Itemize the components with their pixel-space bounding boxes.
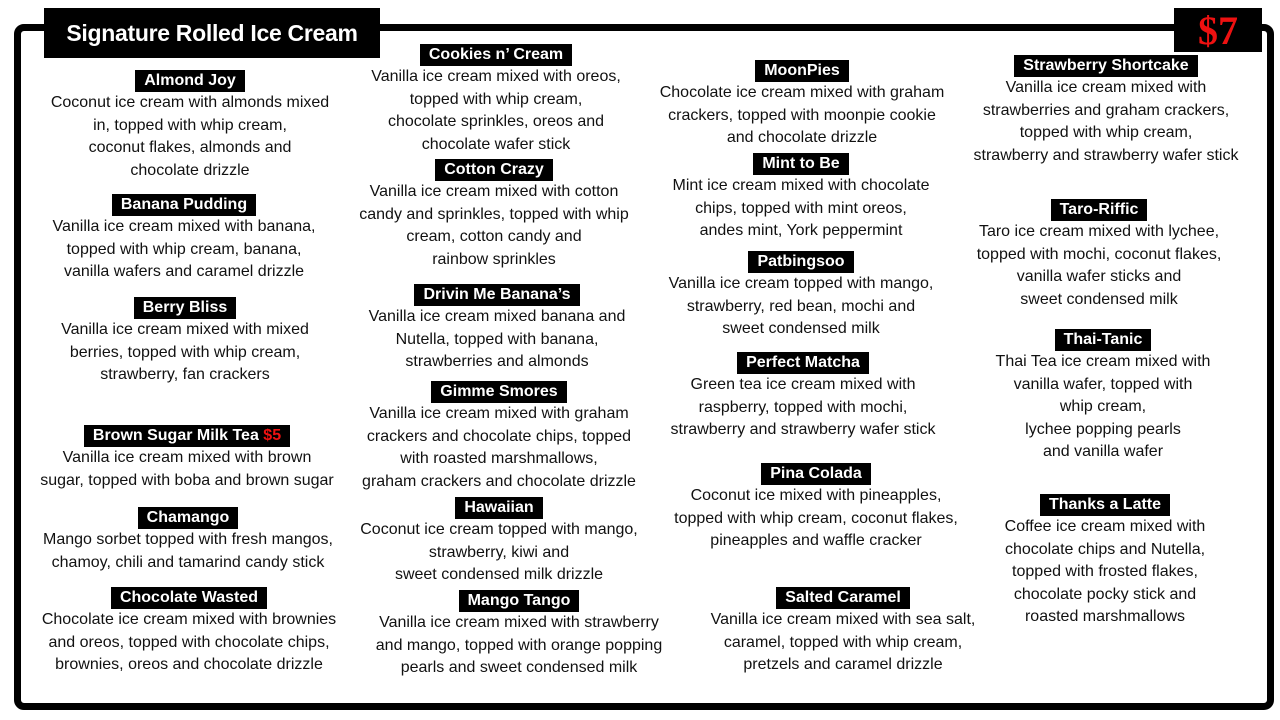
- menu-item-patbingsoo: [641, 251, 961, 341]
- item-desc-line: crackers, topped with moonpie cookie: [668, 106, 936, 124]
- item-desc-line: chocolate chips and Nutella,: [1004, 540, 1206, 558]
- item-desc-line: and mango, topped with orange popping: [375, 636, 663, 654]
- item-desc-line: and vanilla wafer: [1042, 443, 1164, 460]
- menu-item-perfect-matcha: [643, 352, 963, 442]
- item-desc-line: graham crackers and chocolate drizzle: [362, 472, 636, 490]
- menu-item-thanks-a-latte: [945, 494, 1265, 629]
- item-desc-line: Taro ice cream mixed with lychee,: [978, 223, 1220, 240]
- menu-item-chamango: [28, 507, 348, 574]
- item-desc-line: Coffee ice cream mixed with: [1004, 518, 1206, 535]
- item-desc-line: strawberries and almonds: [405, 353, 589, 370]
- menu-item-drivin-me-bananas: [337, 284, 657, 374]
- item-desc-line: Vanilla ice cream mixed with mixed: [61, 321, 309, 338]
- item-desc-line: coconut flakes, almonds and: [88, 139, 292, 156]
- item-name: Hawaiian: [455, 497, 542, 519]
- item-desc-line: chocolate drizzle: [130, 161, 250, 179]
- item-name: Cookies n’ Cream: [420, 44, 572, 66]
- item-desc-line: raspberry, topped with mochi,: [698, 398, 908, 416]
- item-desc-line: strawberry and strawberry wafer stick: [670, 421, 936, 438]
- item-name: Mango Tango: [459, 590, 580, 612]
- item-desc-line: topped with whip cream, coconut flakes,: [674, 509, 958, 527]
- menu-item-thai-tanic: [943, 329, 1263, 464]
- item-desc-line: chocolate sprinkles, oreos and: [387, 113, 605, 130]
- menu-item-hawaiian: [339, 497, 659, 587]
- item-name: Berry Bliss: [134, 297, 237, 319]
- item-desc-line: Thai Tea ice cream mixed with: [995, 353, 1211, 370]
- item-desc-line: with roasted marshmallows,: [400, 450, 598, 467]
- item-desc-line: strawberries and graham crackers,: [982, 101, 1230, 119]
- item-desc-line: topped with whip cream,: [409, 90, 583, 108]
- item-desc-line: sweet condensed milk: [1020, 290, 1178, 308]
- item-desc-line: vanilla wafer sticks and: [1016, 268, 1182, 285]
- item-desc-line: Vanilla ice cream mixed with: [1005, 79, 1207, 96]
- item-desc-line: Vanilla ice cream mixed banana and: [368, 308, 626, 325]
- menu-item-banana-pudding: [24, 194, 344, 284]
- item-desc-line: Chocolate ice cream mixed with brownies: [41, 611, 337, 628]
- menu-item-moonpies: [642, 60, 962, 150]
- item-desc-line: topped with whip cream, banana,: [66, 240, 302, 258]
- item-desc-line: topped with mochi, coconut flakes,: [976, 245, 1222, 263]
- menu-item-cotton-crazy: [334, 159, 654, 271]
- item-name: Cotton Crazy: [435, 159, 553, 181]
- item-desc-line: Vanilla ice cream mixed with sea salt,: [710, 611, 976, 628]
- item-desc-line: sugar, topped with boba and brown sugar: [40, 471, 334, 489]
- item-desc-line: crackers and chocolate chips, topped: [366, 427, 632, 445]
- item-desc-line: cream, cotton candy and: [406, 228, 582, 245]
- item-desc-line: vanilla wafer, topped with: [1013, 375, 1193, 393]
- item-desc-line: pineapples and waffle cracker: [710, 532, 922, 549]
- item-name: Salted Caramel: [776, 587, 910, 609]
- item-name: Banana Pudding: [112, 194, 256, 216]
- menu-item-cookies-n-cream: [336, 44, 656, 156]
- item-name: Thai-Tanic: [1055, 329, 1152, 351]
- item-name: Drivin Me Banana’s: [414, 284, 579, 306]
- item-desc-line: caramel, topped with whip cream,: [723, 633, 963, 651]
- item-desc-line: and chocolate drizzle: [726, 129, 878, 146]
- price-badge: $7: [1174, 8, 1262, 52]
- item-desc-line: Nutella, topped with banana,: [395, 330, 599, 348]
- item-desc-line: Vanilla ice cream mixed with banana,: [52, 218, 316, 235]
- menu-item-pina-colada: [656, 463, 976, 553]
- item-desc-line: rainbow sprinkles: [432, 250, 556, 268]
- item-desc-line: strawberry, kiwi and: [428, 543, 570, 561]
- menu-item-chocolate-wasted: [29, 587, 349, 677]
- item-desc-line: sweet condensed milk drizzle: [394, 566, 604, 583]
- item-name: Chocolate Wasted: [111, 587, 267, 609]
- item-name: Almond Joy: [135, 70, 245, 92]
- item-desc-line: chocolate pocky stick and: [1013, 585, 1197, 603]
- item-desc-line: chips, topped with mint oreos,: [695, 199, 907, 217]
- item-desc-line: Coconut ice mixed with pineapples,: [690, 487, 942, 504]
- menu-item-strawberry-shortcake: [946, 55, 1266, 167]
- item-desc-line: pearls and sweet condensed milk: [400, 659, 638, 676]
- item-desc-line: Coconut ice cream with almonds mixed: [50, 94, 330, 111]
- item-desc-line: chocolate wafer stick: [421, 135, 571, 153]
- item-name: Strawberry Shortcake: [1014, 55, 1197, 77]
- item-desc-line: Mint ice cream mixed with chocolate: [672, 177, 930, 194]
- item-desc-line: chamoy, chili and tamarind candy stick: [51, 553, 325, 571]
- item-desc-line: Mango sorbet topped with fresh mangos,: [43, 531, 333, 548]
- menu-item-taro-riffic: [939, 199, 1259, 311]
- item-desc-line: roasted marshmallows: [1024, 608, 1186, 625]
- item-desc-line: sweet condensed milk: [722, 320, 880, 337]
- item-name: Chamango: [138, 507, 239, 529]
- menu-item-berry-bliss: [25, 297, 345, 387]
- item-desc-line: topped with frosted flakes,: [1012, 563, 1198, 580]
- item-desc-line: Vanilla ice cream mixed with cotton: [369, 183, 619, 200]
- menu-item-brown-sugar-milk-tea: [27, 425, 347, 492]
- item-desc-line: and oreos, topped with chocolate chips,: [48, 633, 330, 651]
- item-desc-line: vanilla wafers and caramel drizzle: [63, 263, 305, 280]
- menu-item-mint-to-be: [641, 153, 961, 243]
- item-name-text: Brown Sugar Milk Tea: [92, 427, 259, 444]
- item-desc-line: Vanilla ice cream mixed with strawberry: [379, 614, 659, 631]
- item-desc-line: strawberry and strawberry wafer stick: [973, 146, 1239, 164]
- item-desc-line: brownies, oreos and chocolate drizzle: [55, 656, 323, 673]
- item-desc-line: andes mint, York peppermint: [699, 222, 903, 239]
- item-desc-line: Chocolate ice cream mixed with graham: [659, 84, 945, 101]
- menu-title: Signature Rolled Ice Cream: [44, 8, 380, 58]
- item-name: Patbingsoo: [748, 251, 853, 273]
- menu-item-mango-tango: [359, 590, 679, 680]
- item-name: [84, 425, 290, 447]
- item-desc-line: berries, topped with whip cream,: [69, 343, 301, 361]
- item-desc-line: lychee popping pearls: [1025, 420, 1181, 438]
- menu-item-gimme-smores: [339, 381, 659, 493]
- item-name: Taro-Riffic: [1051, 199, 1148, 221]
- item-desc-line: Vanilla ice cream topped with mango,: [668, 275, 934, 292]
- item-name: Gimme Smores: [431, 381, 566, 403]
- item-desc-line: Coconut ice cream topped with mango,: [360, 521, 638, 538]
- item-name: Thanks a Latte: [1040, 494, 1170, 516]
- item-name: Mint to Be: [753, 153, 848, 175]
- menu-item-almond-joy: [30, 70, 350, 182]
- item-desc-line: Green tea ice cream mixed with: [690, 376, 916, 393]
- item-desc-line: in, topped with whip cream,: [93, 116, 287, 134]
- item-name: Pina Colada: [761, 463, 871, 485]
- item-desc-line: topped with whip cream,: [1019, 124, 1193, 141]
- item-desc-line: strawberry, red bean, mochi and: [686, 297, 916, 315]
- item-desc-line: whip cream,: [1059, 398, 1147, 415]
- item-desc-line: candy and sprinkles, topped with whip: [359, 205, 629, 223]
- item-desc-line: Vanilla ice cream mixed with graham: [369, 405, 629, 422]
- item-desc-line: pretzels and caramel drizzle: [743, 656, 943, 673]
- item-price: $5: [263, 427, 282, 444]
- item-name: Perfect Matcha: [737, 352, 869, 374]
- item-name: MoonPies: [755, 60, 849, 82]
- item-desc-line: strawberry, fan crackers: [100, 366, 270, 383]
- item-desc-line: Vanilla ice cream mixed with oreos,: [371, 68, 621, 85]
- item-desc-line: Vanilla ice cream mixed with brown: [62, 449, 312, 466]
